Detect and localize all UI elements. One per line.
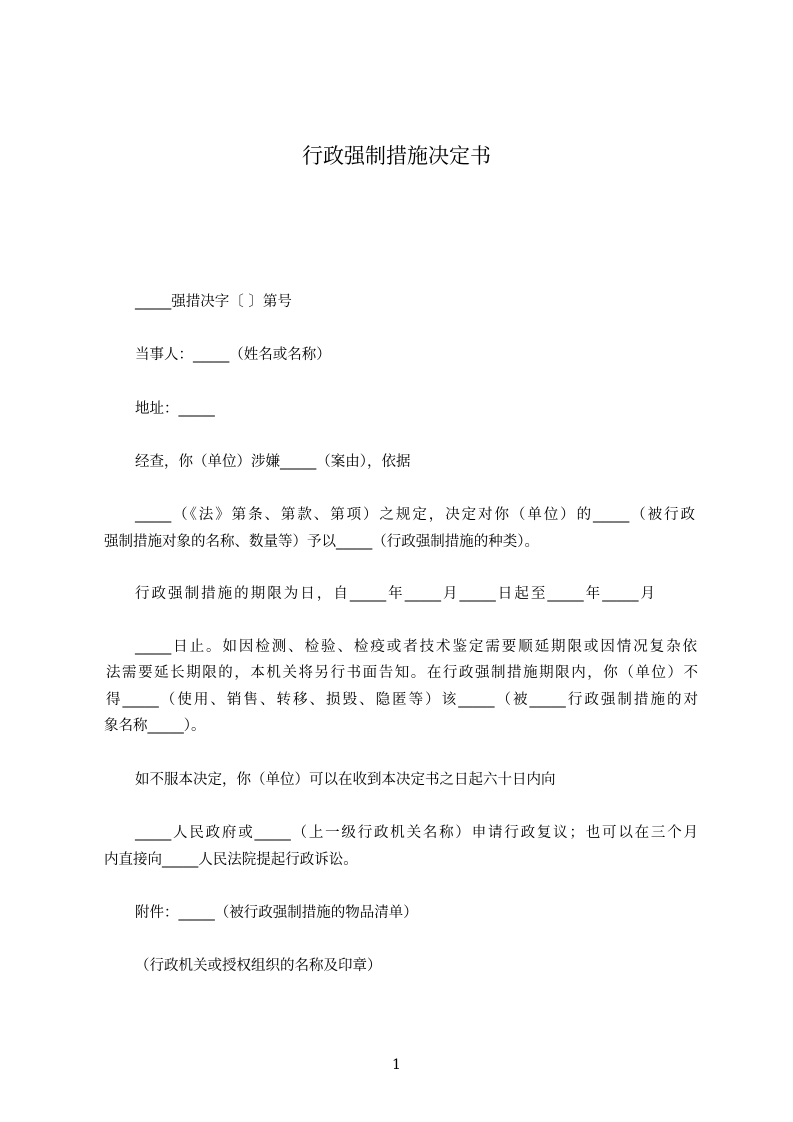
page-number: 1 [392,1057,401,1073]
finding-paragraph: 经查，你（单位）涉嫌_____（案由），依据 [135,454,411,470]
decision-paragraph-line-2: 强制措施对象的名称、数量等）予以_____（行政强制措施的种类）。 [104,534,539,550]
extension-paragraph-line-1: _____日止。如因检测、检验、检疫或者技术鉴定需要顺延期限或因情况复杂依 [135,639,697,655]
review-paragraph-line-2: 内直接向_____人民法院提起行政诉讼。 [104,852,358,868]
seal-line: （行政机关或授权组织的名称及印章） [135,958,382,974]
duration-paragraph: 行政强制措施的期限为日，自_____年_____月_____日起至_____年_____月 [135,586,655,602]
extension-paragraph-line-4: 象名称_____）。 [104,718,206,734]
extension-paragraph-line-2: 法需要延长期限的，本机关将另行书面告知。在行政强制措施期限内，你（单位）不 [106,665,698,681]
document-number: _____强措决字〔 〕第号 [135,294,292,310]
party-line: 当事人：_____（姓名或名称） [135,347,331,363]
review-paragraph-line-1: _____人民政府或_____（上一级行政机关名称）申请行政复议；也可以在三个月 [135,825,698,841]
appeal-paragraph: 如不服本决定，你（单位）可以在收到本决定书之日起六十日内向 [135,772,556,788]
extension-paragraph-line-3: 得_____（使用、销售、转移、损毁、隐匿等）该_____（被_____行政强制措施的对 [106,692,698,708]
decision-paragraph-line-1: _____（《法》第条、第款、第项）之规定，决定对你（单位）的_____（被行政 [135,507,695,523]
attachment-line: 附件：_____（被行政强制措施的物品清单） [135,905,418,921]
address-line: 地址：_____ [135,401,215,417]
document-title: 行政强制措施决定书 [302,144,491,168]
